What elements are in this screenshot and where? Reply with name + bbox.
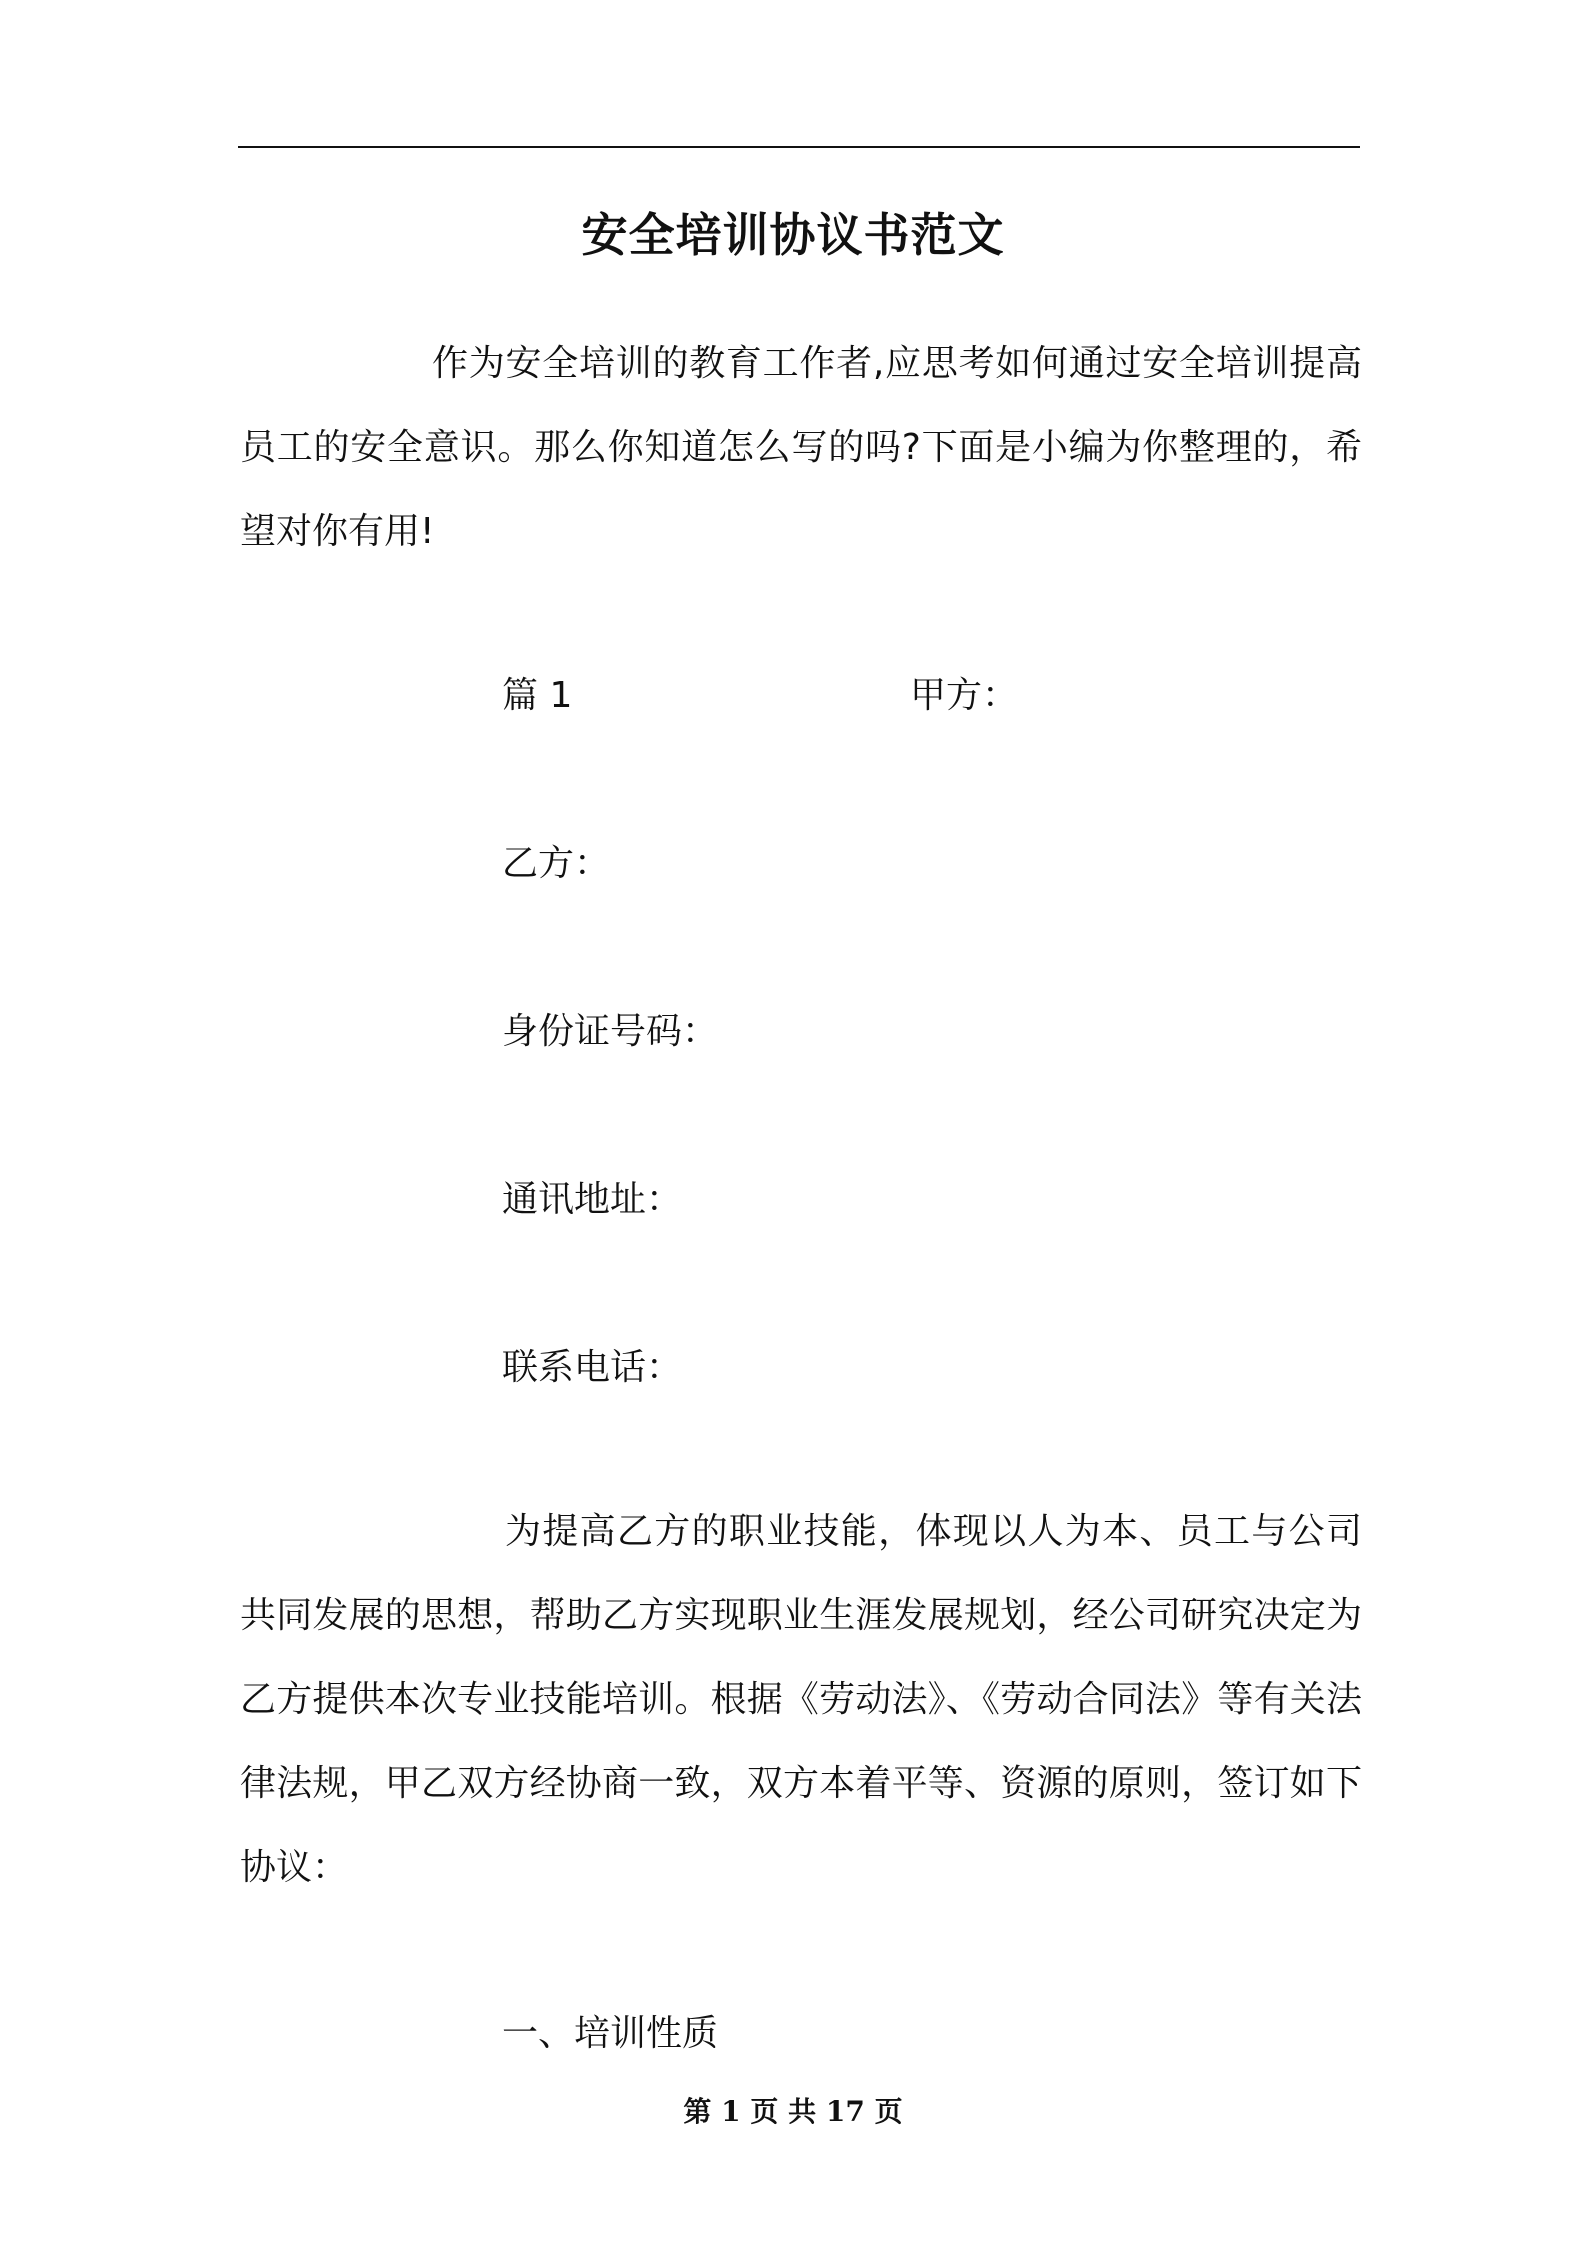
section-label: 篇 1 [502, 675, 573, 716]
document-title: 安全培训协议书范文 [581, 208, 1005, 262]
party-b-field: 乙方： [502, 843, 611, 884]
header-rule [238, 146, 1360, 148]
id-number-field: 身份证号码： [502, 1011, 719, 1052]
intro-paragraph: 作为安全培训的教育工作者,应思考如何通过安全培训提高员工的安全意识。那么你知道怎么写的吗?下面是小编为你整理的，希望对你有用! [240, 343, 1362, 552]
phone-field: 联系电话： [502, 1347, 683, 1388]
party-a-field: 甲方： [910, 675, 1019, 716]
address-field: 通讯地址： [502, 1179, 683, 1220]
clause-heading: 一、培训性质 [502, 2013, 719, 2054]
agreement-body-paragraph: 为提高乙方的职业技能，体现以人为本、员工与公司共同发展的思想，帮助乙方实现职业生涯发展规划，经公司研究决定为乙方提供本次专业技能培训。根据《劳动法》、《劳动合同法》等有关法律法规，甲乙双方经协商一致，双方本着平等、资源的原则，签订如下协议： [240, 1511, 1362, 1888]
page-indicator: 第 1 页 共 17 页 [683, 2095, 903, 2128]
